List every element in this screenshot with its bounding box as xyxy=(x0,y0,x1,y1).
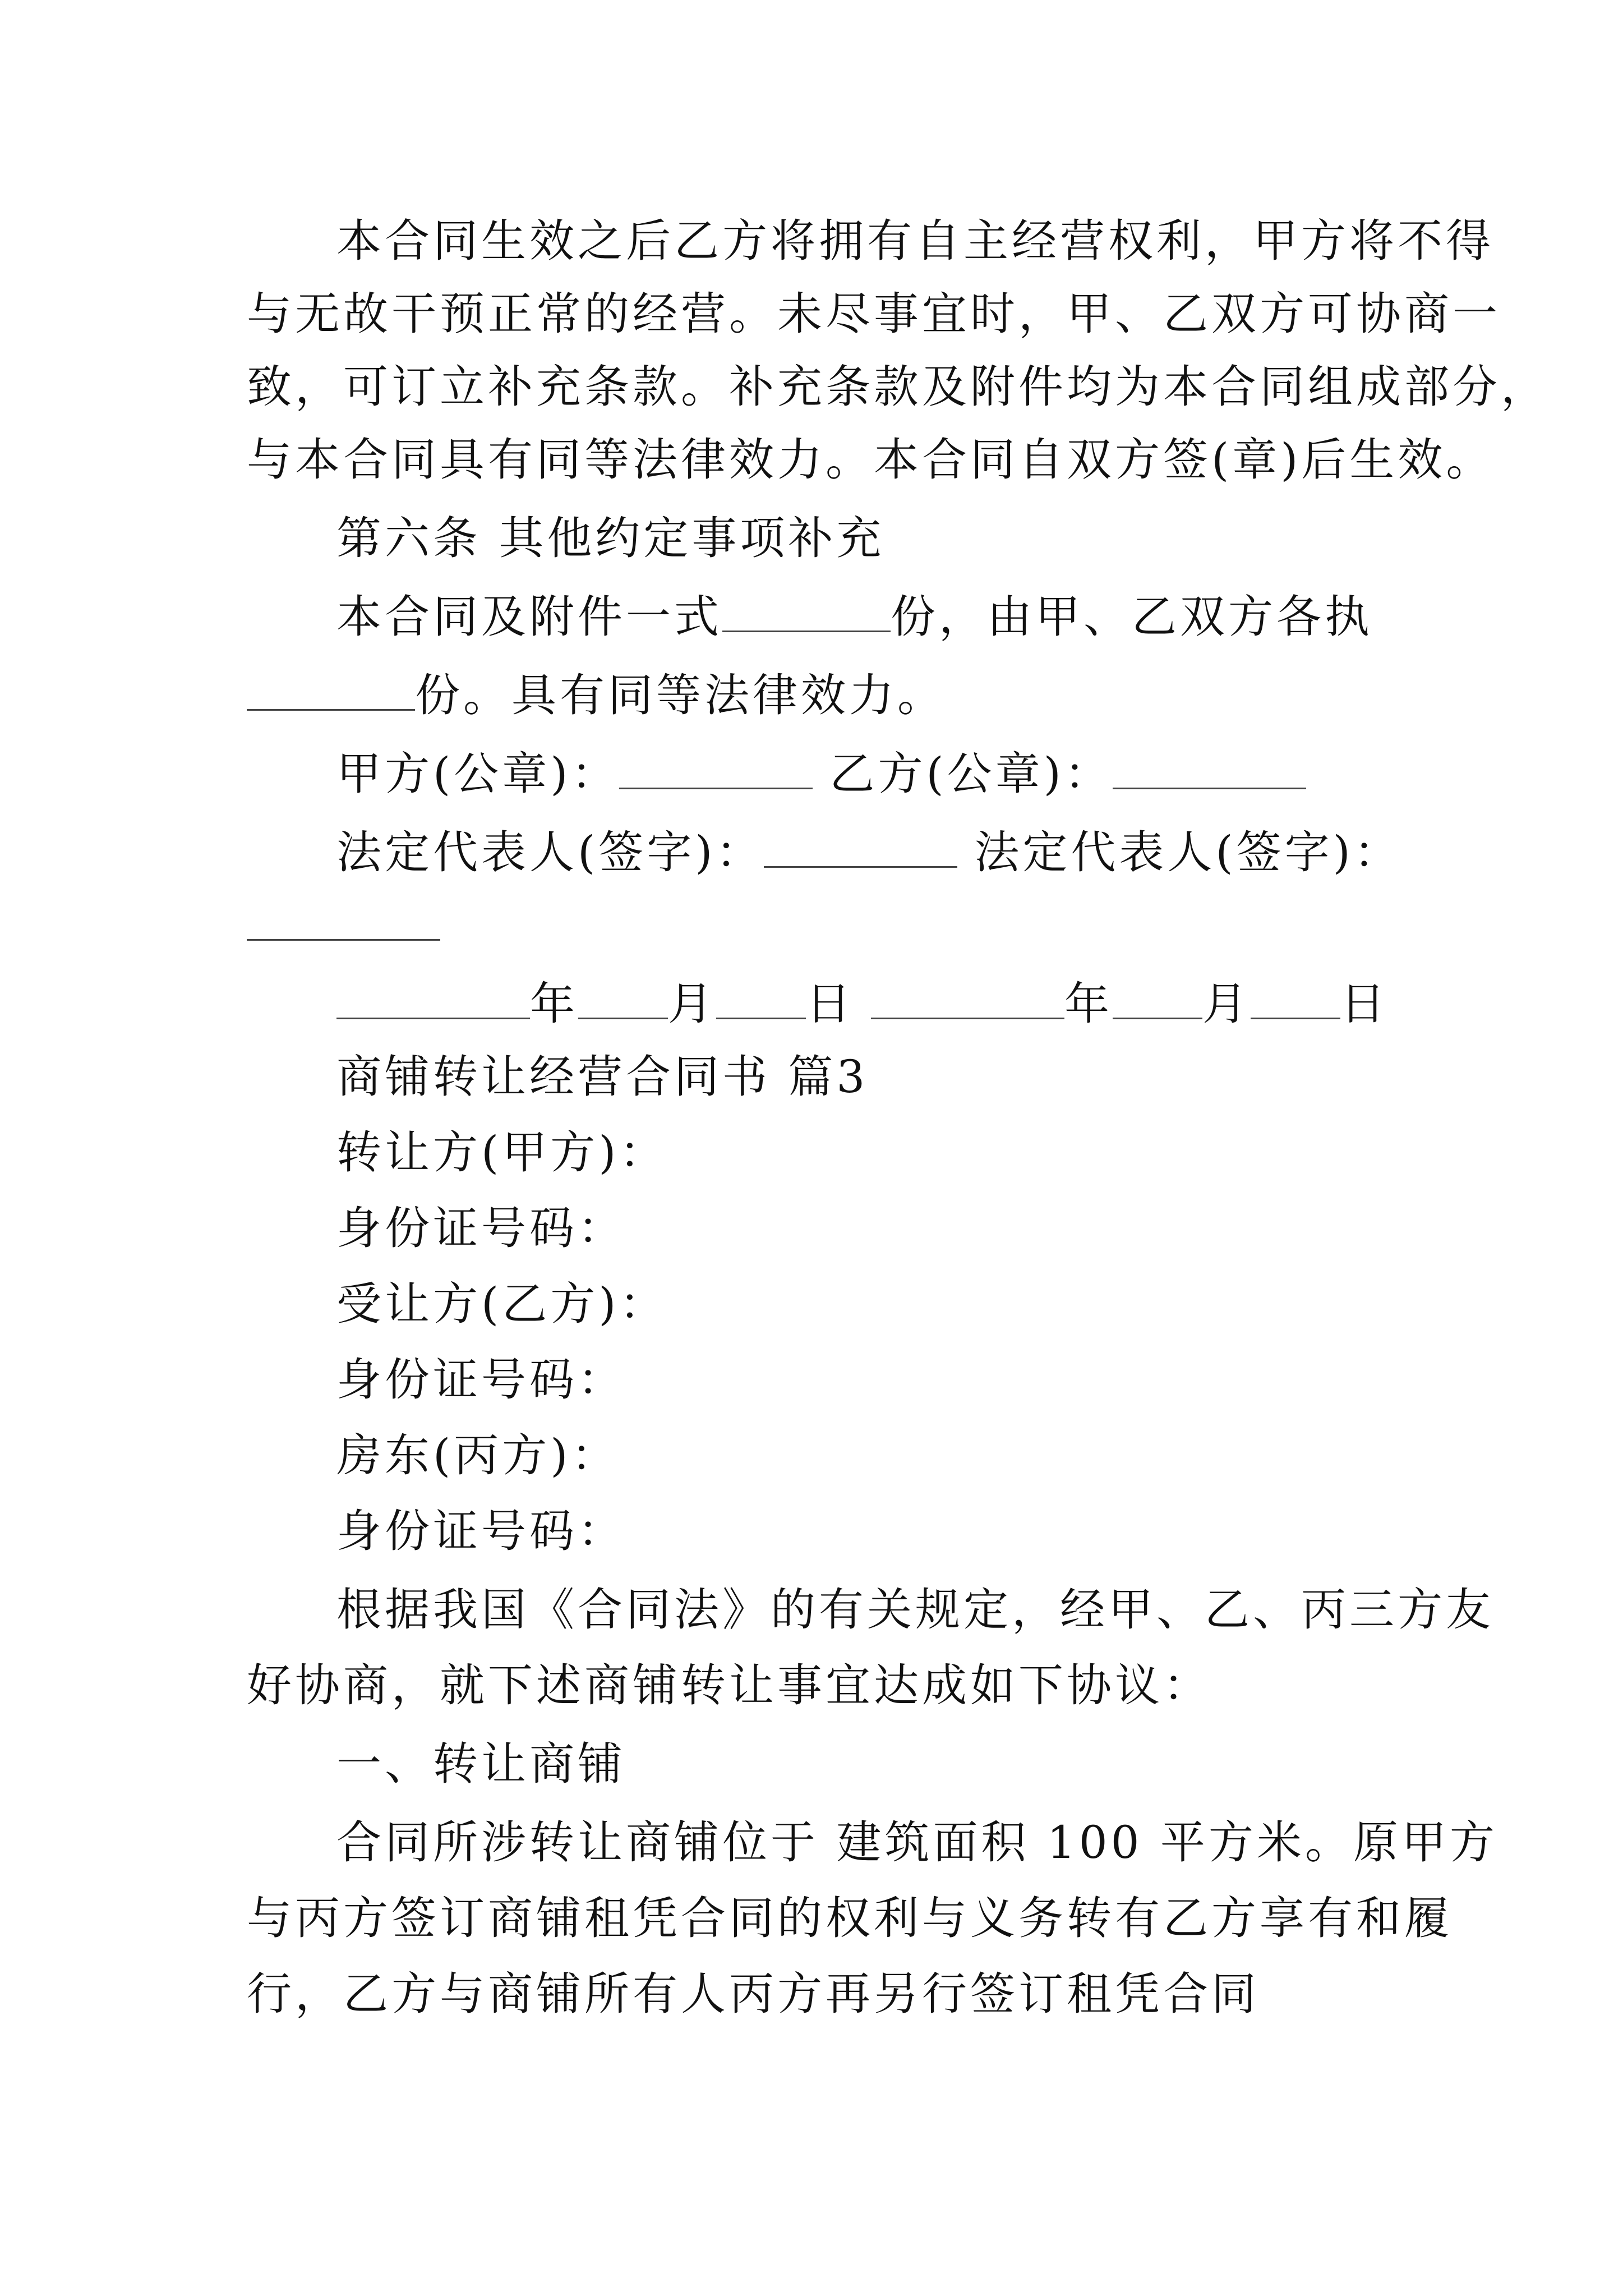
legal-rep-a-blank xyxy=(764,827,957,868)
day-a-label: 日 xyxy=(806,978,854,1030)
party-a-seal-label: 甲方(公章)： xyxy=(336,748,620,800)
legal-rep-b-blank xyxy=(247,900,440,941)
legal-rep-a-label: 法定代表人(签字)： xyxy=(336,826,764,878)
copies-each-blank xyxy=(247,670,415,711)
intro-line: 好协商，就下述商铺转让事宜达成如下协议： xyxy=(247,1659,1211,1711)
copies-text-c: 份。具有同等法律效力。 xyxy=(415,669,946,721)
transferee-label: 受让方(乙方)： xyxy=(336,1278,668,1330)
legal-rep-b-blank-line xyxy=(247,898,440,954)
paragraph-line: 本合同生效之后乙方将拥有自主经营权利，甲方将不得 xyxy=(336,215,1494,267)
id-number-label: 身份证号码： xyxy=(336,1354,626,1406)
section-body-line: 行，乙方与商铺所有人丙方再另行签订租凭合同 xyxy=(247,1968,1260,2020)
transferor-label: 转让方(甲方)： xyxy=(336,1126,668,1179)
month-a-label: 月 xyxy=(668,978,716,1030)
copies-text-b: 份，由甲、乙双方各执 xyxy=(891,591,1373,643)
contract-title: 商铺转让经营合同书 篇3 xyxy=(336,1051,869,1103)
year-a-blank xyxy=(336,978,530,1019)
legal-rep-line xyxy=(336,825,1402,881)
copies-line-2 xyxy=(247,668,946,724)
year-b-blank xyxy=(871,978,1064,1019)
party-b-seal-label: 乙方(公章)： xyxy=(829,748,1113,800)
day-b-blank xyxy=(1251,978,1340,1019)
section-body-line: 与丙方签订商铺租凭合同的权利与义务转有乙方享有和履 xyxy=(247,1892,1453,1944)
party-a-seal-blank xyxy=(619,748,813,789)
copies-count-blank xyxy=(722,591,891,632)
month-a-blank xyxy=(578,978,668,1019)
party-b-seal-blank xyxy=(1113,748,1306,789)
paragraph-line: 致，可订立补充条款。补充条款及附件均为本合同组成部分， xyxy=(247,361,1549,413)
section-body-line: 合同所涉转让商铺位于 建筑面积 100 平方米。原甲方 xyxy=(336,1816,1498,1869)
intro-line: 根据我国《合同法》的有关规定，经甲、乙、丙三方友 xyxy=(336,1584,1494,1636)
seal-line xyxy=(336,746,1306,802)
paragraph-line: 与无故干预正常的经营。未尽事宜时，甲、乙双方可协商一 xyxy=(247,288,1501,340)
copies-text-a: 本合同及附件一式 xyxy=(336,591,722,643)
month-b-blank xyxy=(1113,978,1202,1019)
article-heading: 第六条 其他约定事项补充 xyxy=(336,512,885,564)
year-b-label: 年 xyxy=(1064,978,1113,1030)
id-number-label: 身份证号码： xyxy=(336,1202,626,1254)
copies-line xyxy=(336,589,1373,645)
section-heading: 一、转让商铺 xyxy=(336,1738,626,1790)
landlord-label: 房东(丙方)： xyxy=(336,1429,620,1481)
date-line xyxy=(336,976,1389,1032)
month-b-label: 月 xyxy=(1202,978,1251,1030)
year-a-label: 年 xyxy=(530,978,578,1030)
paragraph-line: 与本合同具有同等法律效力。本合同自双方签(章)后生效。 xyxy=(247,434,1495,486)
id-number-label: 身份证号码： xyxy=(336,1505,626,1557)
day-b-label: 日 xyxy=(1340,978,1389,1030)
day-a-blank xyxy=(716,978,806,1019)
legal-rep-b-label: 法定代表人(签字)： xyxy=(974,826,1402,878)
